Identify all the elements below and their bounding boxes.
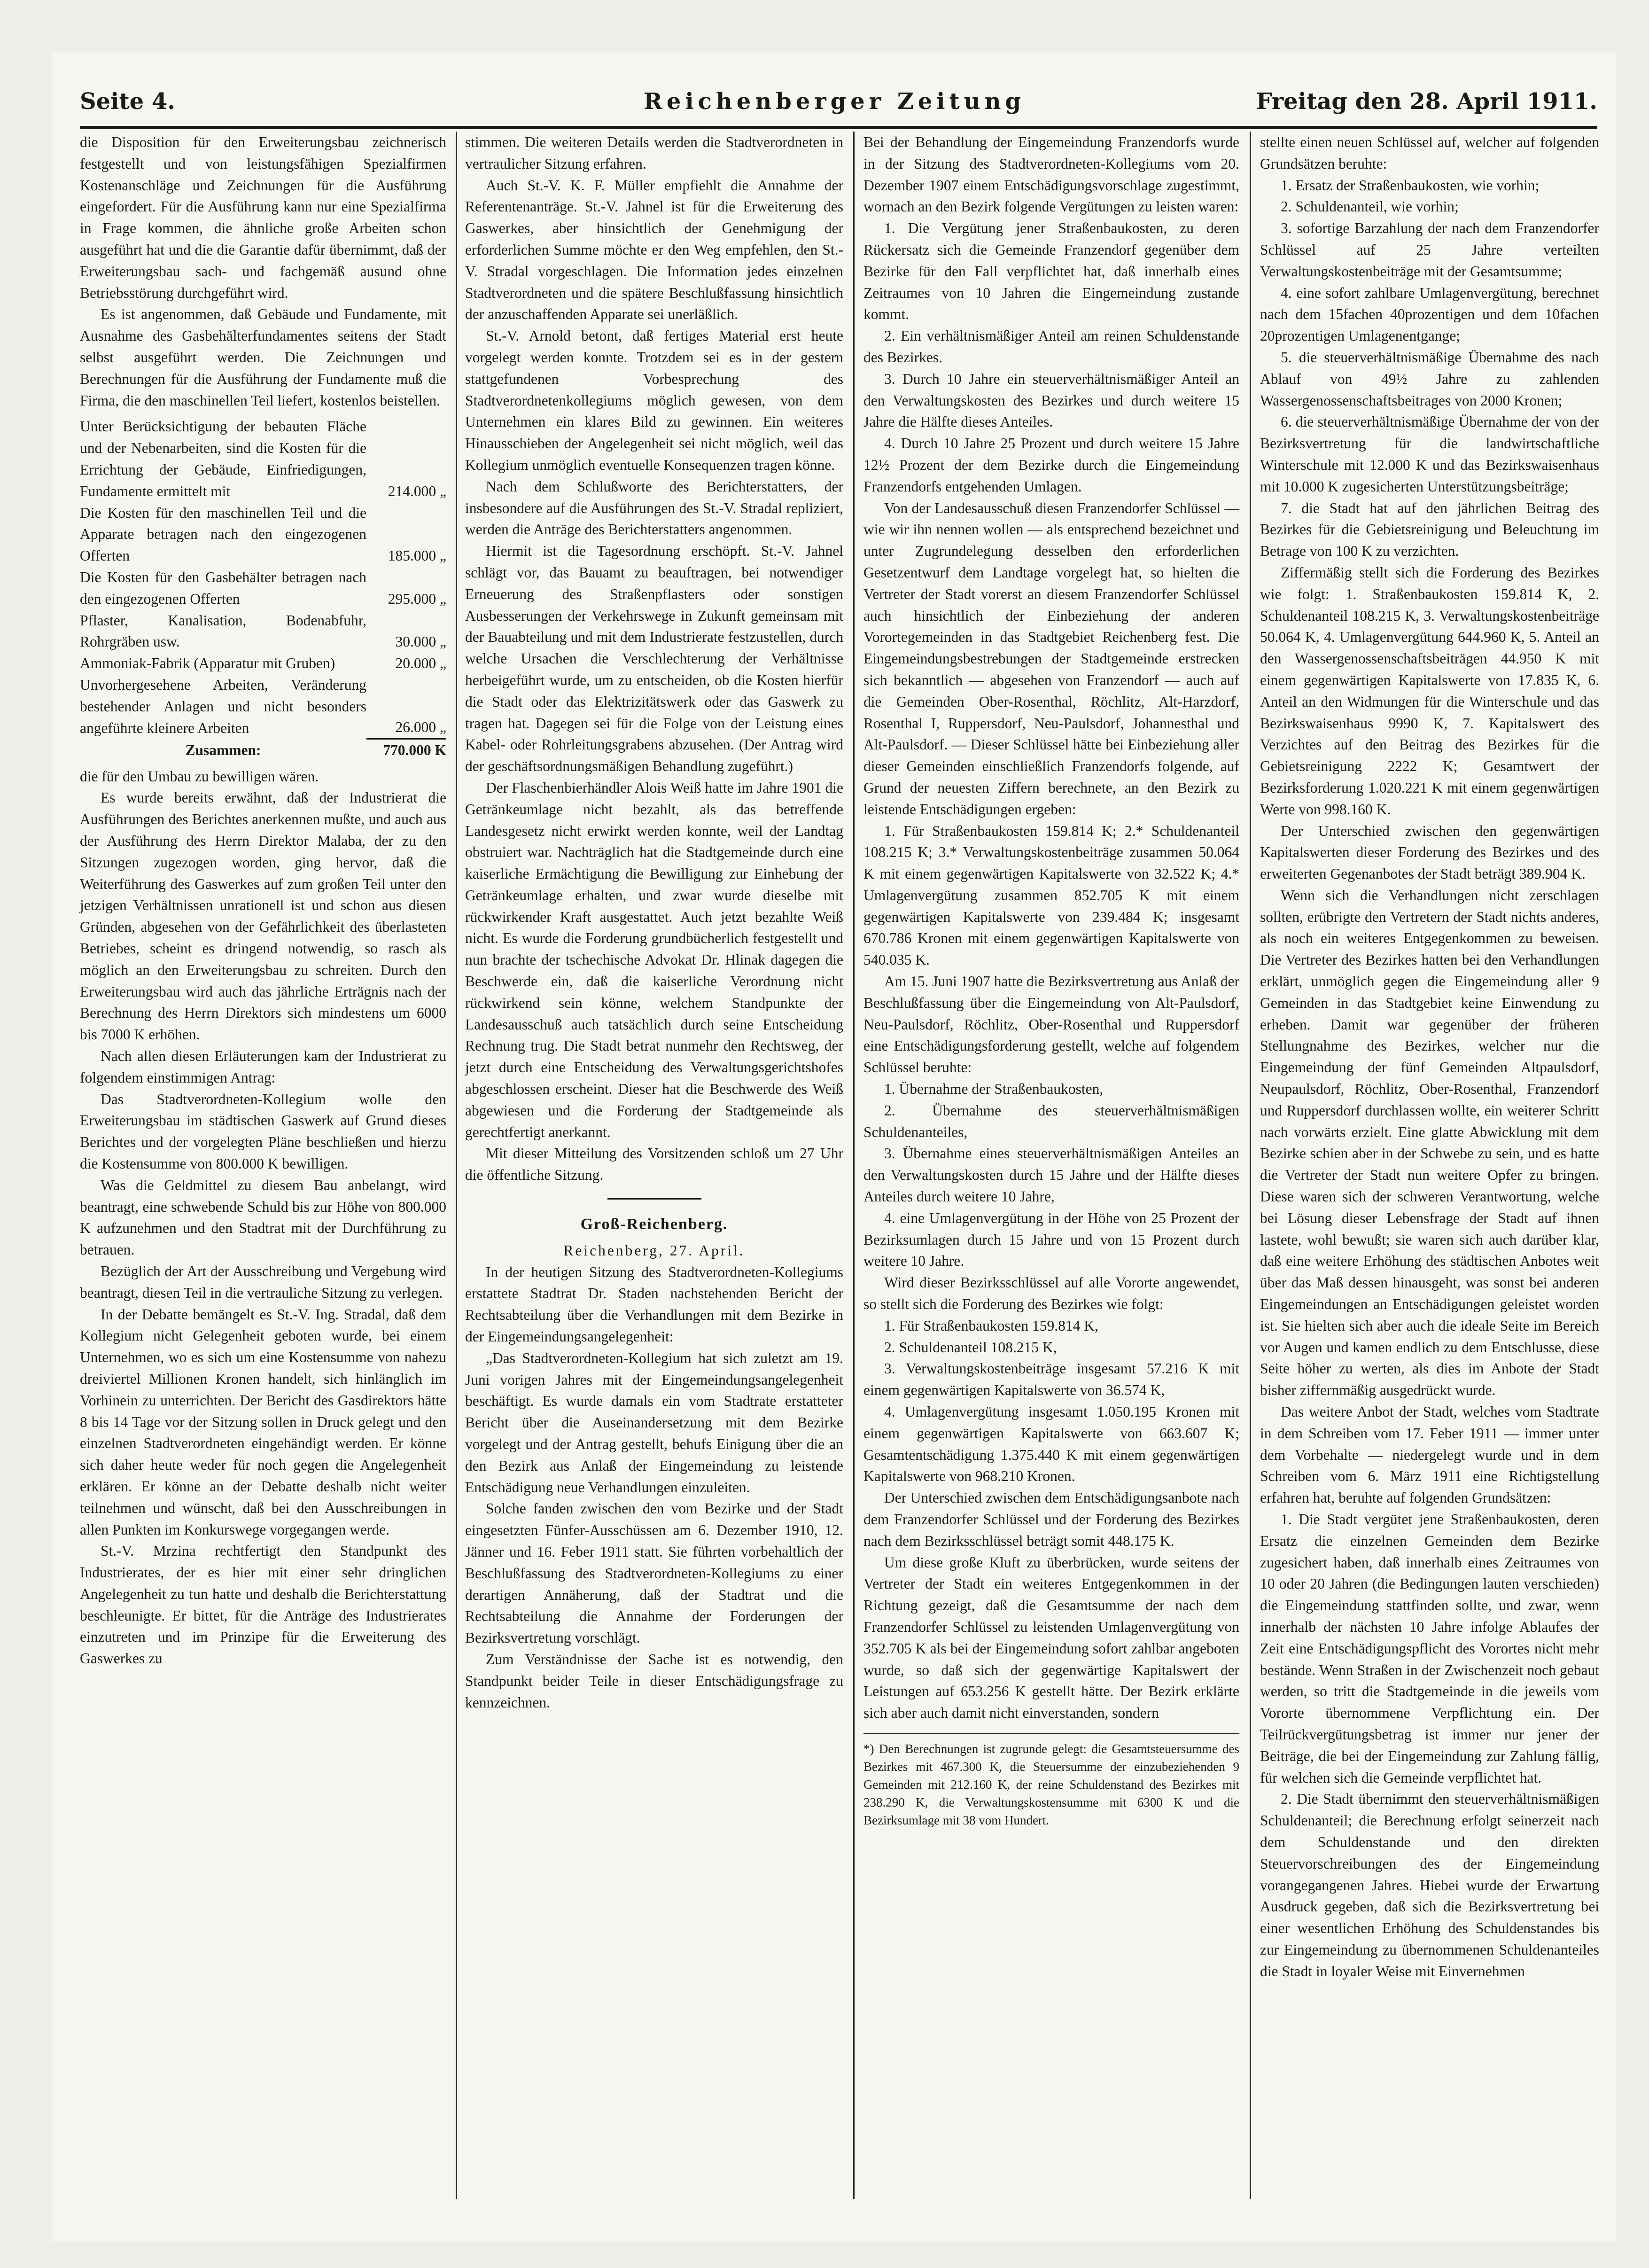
paragraph: 2. Schuldenanteil, wie vorhin; <box>1281 198 1459 215</box>
paragraph: stimmen. Die weiteren Details werden die Stadtverordneten in vertraulicher Sitzung erfahren. <box>465 134 843 172</box>
paragraph: In der Debatte bemängelt es St.-V. Ing. Stradal, daß dem Kollegium nicht Gelegenheit geboten wurde, bei einem Unternehmen, wo es sich um eine Kostensumme von nahezu dreiviertel Millionen Kronen handelt, sich hinlänglich im Vorhinein zu unterrichten. Der Bericht des Gasdirektors hätte 8 bis 14 Tage vor der Sitzung sollen in Druck gelegt und den einzelnen Stadtverordneten eingehändigt werden. Er könne sich daher heute weder für noch gegen die Angelegenheit erklären. Er könne an der Debatte deshalb nicht weiter teilnehmen und wünscht, daß bei den Ausschreibungen in allen Punkten im Konkurswege vorgegangen werde. <box>80 1306 446 1538</box>
cost-value: 214.000 „ <box>388 483 446 499</box>
cost-value: 20.000 „ <box>395 655 446 672</box>
cost-label: Unter Berücksichtigung der bebauten Fläche und der Nebenarbeiten, sind die Kosten für die Errichtung der Gebäude, Einfriedigungen, Fundamente ermittelt mit <box>80 418 366 499</box>
paragraph: Auch St.-V. K. F. Müller empfiehlt die Annahme der Referentenanträge. St.-V. Jahnel ist für die Erweiterung des Gaswerkes, aber hinsichtlich der Genehmigung der erforderlichen Summe möchte er den Weg empfehlen, den St.-V. Stradal vorgeschlagen. Die Information jedes einzelnen Stadtverordneten und die spätere Beschlußfassung hinsichtlich der anzuschaffenden Apparate sei unerläßlich. <box>465 177 843 323</box>
paragraph: Um diese große Kluft zu überbrücken, wurde seitens der Vertreter der Stadt ein weiteres Entgegenkommen in der Richtung gezeigt, daß die Gesamtsumme der nach dem Franzendorfer Schlüssel zu leistenden Umlagenvergütung von 352.705 K als bei der Eingemeindung sofort zahlbar angeboten wurde, so daß sich der gegenwärtige Kapitalswert der Leistungen auf 653.256 K gestellt hätte. Der Bezirk erklärte sich aber auch damit nicht einverstanden, sondern <box>863 1554 1239 1722</box>
paragraph: Hiermit ist die Tagesordnung erschöpft. St.-V. Jahnel schlägt vor, das Bauamt zu beauftragen, bei notwendiger Erneuerung des Straßenpflasters oder sonstigen Ausbesserungen der Verkehrswege in Zukunft gemeinsam mit der Bauabteilung und mit dem Industrierate festzustellen, durch welche Ursachen die Verschlechterung der Verhältnisse herbeigeführt wurde, um zu entscheiden, ob die Kosten hierfür die Stadt oder das Elektrizitätswerk oder das Gaswerk zu tragen hat. Dagegen sei für die Folge von der Leistung eines Kabel- oder Rohrleitungsgrabens abzusehen. (Der Antrag wird der geschäftsordnungsmäßigen Behandlung zugeführt.) <box>465 543 843 775</box>
paragraph: Wird dieser Bezirksschlüssel auf alle Vororte angewendet, so stellt sich die Forderung des Bezirkes wie folgt: <box>863 1274 1239 1313</box>
cost-value: 185.000 „ <box>388 547 446 564</box>
paragraph: 1. Für Straßenbaukosten 159.814 K; 2.* Schuldenanteil 108.215 K; 3.* Verwaltungskostenbeiträge zusammen 50.064 K mit einem gegenwärtigen Kapitalswerte von 32.522 K; 4.* Umlagenvergütung zusammen 852.705 K mit einem gegenwärtigen Kapitalswerte von 239.484 K; insgesamt 670.786 Kronen mit einem gegenwärtigen Kapitalswerte von 540.035 K. <box>863 822 1239 968</box>
issue-date: Freitag den 28. April 1911. <box>1256 88 1597 115</box>
paragraph: Am 15. Juni 1907 hatte die Bezirksvertretung aus Anlaß der Beschlußfassung über die Eingemeindung von Alt-Paulsdorf, Neu-Paulsdorf, Röchlitz, Ober-Rosenthal und Ruppersdorf eine Entschädigungsforderung gestellt, welche auf folgendem Schlüssel beruhte: <box>863 973 1239 1076</box>
paragraph: Was die Geldmittel zu diesem Bau anbelangt, wird beantragt, eine schwebende Schuld bis zur Höhe von 800.000 K aufzunehmen und den Stadtrat mit der Durchführung zu betrauen. <box>80 1177 446 1258</box>
paragraph: die Disposition für den Erweiterungsbau zeichnerisch festgestellt und von leistungsfähigen Spezialfirmen Kostenanschläge und Zeichnungen für die Ausführung eingefordert. Für die Ausführung kann nur eine Spezialfirma in Frage kommen, die ähnliche große Arbeiten schon ausgeführt hat und die die Garantie dafür übernimmt, daß der Erweiterungsbau sach- und fachgemäß ausund ohne Betriebsstörung durchgeführt wird. <box>80 134 446 301</box>
paragraph: Es wurde bereits erwähnt, daß der Industrierat die Ausführungen des Berichtes anerkennen mußte, und auch aus der Ausführung des Herrn Direktor Malaba, der zu den Sitzungen zugezogen worden, ging hervor, daß die Weiterführung des Gaswerkes auf zum großen Teil unter den jetzigen Verhältnissen unrationell ist und schon aus diesen Gründen, abgesehen von der Gefährlichkeit des überlasteten Betriebes, scheint es dringend notwendig, so rasch als möglich an den Erweiterungsbau zu schreiten. Durch den Erweiterungsbau wird auch das jährliche Erträgnis nach der Berechnung des Herrn Direktors sich mindestens um 6000 bis 7000 K erhöhen. <box>80 789 446 1043</box>
paragraph: Bei der Behandlung der Eingemeindung Franzendorfs wurde in der Sitzung des Stadtverordneten-Kollegiums vom 20. Dezember 1907 einem Entschädigungsvorschlage zugestimmt, wornach an den Bezirk folgende Vergütungen zu leisten waren: <box>863 134 1239 215</box>
paragraph: 1. Ersatz der Straßenbaukosten, wie vorhin; <box>1281 177 1540 194</box>
paragraph: 1. Die Stadt vergütet jene Straßenbaukosten, deren Ersatz die einzelnen Gemeinden dem Bezirke zugesichert haben, daß innerhalb eines Zeitraumes von 10 oder 20 Jahren (die Bedingungen lauten verschieden) die Eingemeindung stattfinden sollte, und zwar, wenn innerhalb der nächsten 10 Jahre infolge Ablaufes der Zeit eine Entschädigungspflicht des Vorortes nicht mehr bestände. Wenn Straßen in der Zwischenzeit noch gebaut werden, so tritt die Stadtgemeinde in die jeweils vom Vororte übernommene Verpflichtung ein. Der Teilrückvergütungsbetrag ist immer nur jener der Beiträge, die bei der Eingemeindung zur Zahlung fällig, für welchen sich die Gemeinde verpflichtet hat. <box>1260 1511 1599 1786</box>
cost-row <box>80 502 446 567</box>
paragraph: 4. eine Umlagenvergütung in der Höhe von 25 Prozent der Bezirksumlagen durch 15 Jahre und von 15 Prozent durch weitere 10 Jahre. <box>863 1209 1239 1270</box>
column-divider <box>456 132 457 2199</box>
paragraph: Der Unterschied zwischen dem Entschädigungsanbote nach dem Franzendorfer Schlüssel und der Forderung des Bezirkes nach dem Bezirksschlüssel beträgt somit 448.175 K. <box>863 1489 1239 1549</box>
paragraph: 1. Die Vergütung jener Straßenbaukosten, zu deren Rückersatz sich die Gemeinde Franzendorf gegenüber dem Bezirke für den Fall verpflichtet hat, daß innerhalb eines Zeitraumes von 10 Jahren die Eingemeindung zustande kommt. <box>863 220 1239 323</box>
paragraph: 2. Schuldenanteil 108.215 K, <box>884 1339 1057 1356</box>
paragraph: Der Flaschenbierhändler Alois Weiß hatte im Jahre 1901 die Getränkeumlage nicht bezahlt, als das betreffende Landesgesetz nicht erwirkt werden konnte, weil der Landtag obstruiert war. Nachträglich hat die Stadtgemeinde durch eine kaiserliche Ermächtigung die Bewilligung zur Einhebung der Getränkeumlage erhalten, und zwar wurde dieselbe mit rückwirkender Kraft ausgestattet. Auch jetzt bezahlte Weiß nicht. Es wurde die Forderung grundbücherlich festgestellt und nun brachte der tschechische Advokat Dr. Hlinak dagegen die Beschwerde ein, daß die kaiserliche Verordnung nicht rückwirkend sein könne, welchem Standpunkte der Landesausschuß auch tatsächlich durch seine Entscheidung Rechnung trug. Die Stadt betrat nunmehr den Rechtsweg, der jetzt durch eine Entscheidung des Verwaltungsgerichtshofes abgeschlossen erscheint. Dieser hat die Beschwerde des Weiß abgewiesen und die Forderung der Stadtgemeinde als gerechtfertigt anerkannt. <box>465 779 843 1140</box>
paragraph: Nach dem Schlußworte des Berichterstatters, der insbesondere auf die Ausführungen des St.-V. Stradal repliziert, werden die Anträge des Berichterstatters angenommen. <box>465 478 843 538</box>
section-heading: Groß-Reichenberg. <box>580 1216 728 1233</box>
cost-row <box>80 416 446 502</box>
total-label: Zusammen: <box>185 741 261 758</box>
paragraph: St.-V. Mrzina rechtfertigt den Standpunkt des Industrierates, der es hier mit einer sehr dringlichen Angelegenheit zu tun hatte und deshalb die Berichterstattung beschleunigte. Er bittet, für die Anträge des Industrierates einzutreten und im Prinzipe für die Erweiterung des Gaswerkes zu <box>80 1543 446 1667</box>
page-number: Seite 4. <box>80 88 175 115</box>
cost-row <box>80 674 446 739</box>
paragraph: Von der Landesausschuß diesen Franzendorfer Schlüssel — wie wir ihn nennen wollen — als entsprechend bezeichnet und unter Zugrundelegung desselben den erforderlichen Gesetzentwurf dem Landtage vorgelegt hat, so hielten die Vertreter der Stadt vorerst an diesem Franzendorfer Schlüssel auch hinsichtlich der Einbeziehung der anderen Vorortegemeinden in das Stadtgebiet Reichenberg fest. Die Eingemeindungsbestrebungen der Stadtgemeinde erstrecken sich bekanntlich — abgesehen von Franzendorf — auch auf die Gemeinden Ober-Rosenthal, Röchlitz, Alt-Harzdorf, Rosenthal I, Ruppersdorf, Neu-Paulsdorf, Johannesthal und Alt-Paulsdorf. — Dieser Schlüssel hätte bei Einbeziehung aller dieser Gemeinden einschließlich Franzendorfs folgende, auf Grund der neuesten Ziffern berechnete, an den Bezirk zu leistende Entschädigungen ergeben: <box>863 499 1239 818</box>
cost-value: 30.000 „ <box>395 633 446 650</box>
paragraph: 3. sofortige Barzahlung der nach dem Franzendorfer Schlüssel auf 25 Jahre verteilten Verwaltungskostenbeiträge mit der Gesamtsumme; <box>1260 220 1599 280</box>
cost-label: Die Kosten für den Gasbehälter betragen nach den eingezogenen Offerten <box>80 569 366 607</box>
column-4 <box>1260 132 1599 1982</box>
paragraph: stellte einen neuen Schlüssel auf, welcher auf folgenden Grundsätzen beruhte: <box>1260 134 1599 172</box>
paragraph: Es ist angenommen, daß Gebäude und Fundamente, mit Ausnahme des Gasbehälterfundamentes seitens der Stadt selbst ausgeführt werden. Die Zeichnungen und Berechnungen für die Ausführung der Fundamente muß die Firma, die den maschinellen Teil liefert, kostenlos beistellen. <box>80 306 446 409</box>
paragraph: Solche fanden zwischen den vom Bezirke und der Stadt eingesetzten Fünfer-Ausschüssen am 6. Dezember 1910, 12. Jänner und 16. Feber 1911 statt. Sie führten vorbehaltlich der Beschlußfassung des Stadtverordneten-Kollegiums zu einer derartigen Annäherung, daß der Stadtrat und die Rechtsabteilung die Annahme der Forderungen der Bezirksvertretung vorschlägt. <box>465 1500 843 1646</box>
total-value: 770.000 K <box>366 739 446 761</box>
cost-label: Die Kosten für den maschinellen Teil und die Apparate betragen nach den eingezogenen Offerten <box>80 504 366 564</box>
paragraph: „Das Stadtverordneten-Kollegium hat sich zuletzt am 19. Juni vorigen Jahres mit der Eingemeindungsangelegenheit beschäftigt. Es wurde damals ein vom Stadtrate erstatteter Bericht über die Auseinandersetzung mit dem Bezirke vorgelegt und der Antrag gestellt, behufs Einigung über die an den Bezirk aus Anlaß der Eingemeindung zu leistende Entschädigung neue Verhandlungen einzuleiten. <box>465 1349 843 1496</box>
newspaper-title: Reichenberger Zeitung <box>644 88 1026 115</box>
paragraph: 2. Die Stadt übernimmt den steuerverhältnismäßigen Schuldenanteil; die Berechnung erfolgt seinerzeit nach dem Schuldenstande und den direkten Steuervorschreibungen des der Eingemeindung vorangegangenen Jahres. Hiebei wurde der Erwartung Ausdruck gegeben, daß sich die Bezirksvertretung bei einer wesentlichen Erhöhung des Schuldenstandes bis zur Eingemeindung zu übernommenen Schuldenanteiles die Stadt in loyaler Weise mit Einvernehmen <box>1260 1791 1599 1980</box>
column-divider <box>1250 132 1251 2199</box>
cost-value: 295.000 „ <box>388 590 446 607</box>
cost-value: 26.000 „ <box>395 719 446 736</box>
column-3 <box>863 132 1239 1829</box>
paragraph: Der Unterschied zwischen den gegenwärtigen Kapitalswerten dieser Forderung des Bezirkes und des erweiterten Gegenanbotes der Stadt beträgt 389.904 K. <box>1260 822 1599 882</box>
dateline: Reichenberg, 27. April. <box>563 1242 745 1259</box>
cost-label: Unvorhergesehene Arbeiten, Veränderung bestehender Anlagen und nicht besonders angeführte kleinere Arbeiten <box>80 676 366 736</box>
paragraph: Bezüglich der Art der Ausschreibung und Vergebung wird beantragt, diesen Teil in die vertrauliche Sitzung zu verlegen. <box>80 1263 446 1301</box>
paragraph: 3. Übernahme eines steuerverhältnismäßigen Anteiles an den Verwaltungskosten durch 15 Jahre und der Hälfte dieses Anteiles durch weitere 10 Jahre, <box>863 1145 1239 1205</box>
paragraph: 4. eine sofort zahlbare Umlagenvergütung, berechnet nach dem 15fachen 40prozentigen und dem 10fachen 20prozentigen Umlagenentgange; <box>1260 284 1599 344</box>
column-divider <box>853 132 855 2199</box>
paragraph: die für den Umbau zu bewilligen wären. <box>80 768 319 785</box>
paragraph: 3. Verwaltungskostenbeiträge insgesamt 57.216 K mit einem gegenwärtigen Kapitalswerte von 36.574 K, <box>863 1360 1239 1399</box>
paragraph: Nach allen diesen Erläuterungen kam der Industrierat zu folgendem einstimmigen Antrag: <box>80 1047 446 1086</box>
cost-row <box>80 653 446 674</box>
column-2 <box>465 132 843 1713</box>
section-divider <box>607 1198 701 1200</box>
paragraph: 2. Ein verhältnismäßiger Anteil am reinen Schuldenstande des Bezirkes. <box>863 327 1239 366</box>
newspaper-page <box>52 52 1616 2241</box>
paragraph: 7. die Stadt hat auf den jährlichen Beitrag des Bezirkes für die Gebietsreinigung und Beleuchtung im Betrage von 100 K zu verzichten. <box>1260 499 1599 560</box>
paragraph: Ziffermäßig stellt sich die Forderung des Bezirkes wie folgt: 1. Straßenbaukosten 159.814 K, 2. Schuldenanteil 108.215 K, 3. Verwaltungskostenbeiträge 50.064 K, 4. Umlagenvergütung 644.960 K, 5. Anteil an den Wassergenossenschaftsbeiträgen 44.950 K mit einem gegenwärtigen Kapitalswerte von 17.835 K, 6. Anteil an den Widmungen für die Winterschule und das Bezirkswaisenhaus 9990 K, 7. Kapitalswert des Verzichtes auf den Beitrag des Bezirkes für die Gebietsreinigung 2222 K; Gesamtwert der Bezirksforderung 1.020.221 K mit einem gegenwärtigen Werte von 998.160 K. <box>1260 564 1599 818</box>
cost-row <box>80 567 446 610</box>
paragraph: 2. Übernahme des steuerverhältnismäßigen Schuldenanteiles, <box>863 1102 1239 1140</box>
column-1 <box>80 132 446 1669</box>
paragraph: 6. die steuerverhältnismäßige Übernahme der von der Bezirksvertretung für die landwirtschaftliche Winterschule mit 12.000 K und das Bezirkswaisenhaus mit 10.000 K zugesicherten Unterstützungsbeiträge; <box>1260 413 1599 495</box>
paragraph: Mit dieser Mitteilung des Vorsitzenden schloß um 27 Uhr die öffentliche Sitzung. <box>465 1145 843 1184</box>
paragraph: 1. Übernahme der Straßenbaukosten, <box>884 1081 1104 1098</box>
paragraph: Das weitere Anbot der Stadt, welches vom Stadtrate in dem Schreiben vom 17. Feber 1911 — immer unter dem Vorbehalte — niedergelegt wurde und in dem Schreiben vom 6. März 1911 eine Richtigstellung erfahren hat, beruhte auf folgenden Grundsätzen: <box>1260 1403 1599 1506</box>
masthead <box>80 88 1597 129</box>
paragraph: 3. Durch 10 Jahre ein steuerverhältnismäßiger Anteil an den Verwaltungskosten des Bezirkes und durch weitere 15 Jahre die Hälfte dieses Anteiles. <box>863 370 1239 430</box>
paragraph: St.-V. Arnold betont, daß fertiges Material erst heute vorgelegt werden konnte. Trotzdem sei es in der gestern stattgefundenen Vorbesprechung des Stadtverordnetenkollegiums möglich gewesen, von dem Unternehmen ein klares Bild zu gewinnen. Ein weiteres Hinausschieben der Angelegenheit sei nicht möglich, weil das Kollegium unmöglich eventuelle Konsequenzen tragen könne. <box>465 327 843 473</box>
paragraph: 5. die steuerverhältnismäßige Übernahme des nach Ablauf von 49½ Jahre zu zahlenden Wassergenossenschaftsbeitrages von 2000 Kronen; <box>1260 349 1599 409</box>
paragraph: In der heutigen Sitzung des Stadtverordneten-Kollegiums erstattete Stadtrat Dr. Staden nachstehenden Bericht der Rechtsabteilung über die Verhandlungen mit dem Bezirke in der Eingemeindungsangelegenheit: <box>465 1263 843 1345</box>
paragraph: 4. Umlagenvergütung insgesamt 1.050.195 Kronen mit einem gegenwärtigen Kapitalswerte von 663.607 K; Gesamtentschädigung 1.375.440 K mit einem gegenwärtigen Kapitalswerte von 968.210 Kronen. <box>863 1403 1239 1485</box>
footnote: *) Den Berechnungen ist zugrunde gelegt: die Gesamtsteuersumme des Bezirkes mit 467.300 K, die Steuersumme der einzubeziehenden 9 Gemeinden mit 212.160 K, der reine Schuldenstand des Bezirkes mit 238.290 K, die Verwaltungskostensumme mit 6300 K und die Bezirksumlage mit 38 vom Hundert. <box>863 1733 1239 1829</box>
paragraph: Zum Verständnisse der Sache ist es notwendig, den Standpunkt beider Teile in dieser Entschädigungsfrage zu kennzeichnen. <box>465 1651 843 1711</box>
paragraph: 4. Durch 10 Jahre 25 Prozent und durch weitere 15 Jahre 12½ Prozent der dem Bezirke durch die Eingemeindung Franzendorfs entgehenden Umlagen. <box>863 435 1239 495</box>
cost-table <box>80 416 446 761</box>
paragraph: 1. Für Straßenbaukosten 159.814 K, <box>884 1317 1098 1334</box>
cost-row <box>80 610 446 653</box>
paragraph: Das Stadtverordneten-Kollegium wolle den Erweiterungsbau im städtischen Gaswerk auf Grund dieses Berichtes und der vorgelegten Pläne beschließen und hierzu die Kostensumme von 800.000 K bewilligen. <box>80 1091 446 1172</box>
cost-label: Pflaster, Kanalisation, Bodenabfuhr, Rohrgräben usw. <box>80 612 366 650</box>
paragraph: Wenn sich die Verhandlungen nicht zerschlagen sollten, erübrigte den Vertretern der Stadt nichts anderes, als noch ein weiteres Entgegenkommen zu beweisen. Die Vertreter des Bezirkes hatten bei den Verhandlungen erklärt, unmöglich gegen die Eingemeindung aller 9 Gemeinden in das Stadtgebiet keine Einwendung zu erheben. Damit war gegenüber der früheren Stellungnahme des Bezirkes, welcher nur die Eingemeindung der fünf Gemeinden Altpaulsdorf, Neupaulsdorf, Röchlitz, Ober-Rosenthal, Franzendorf und Ruppersdorf durchlassen wollte, ein weiterer Schritt nach vorwärts erzielt. Eine glatte Abwicklung mit dem Bezirke schien aber in der Schwebe zu sein, und es hatte die Vertreter der Stadt nun weitere Opfer zu bringen. Diese waren sich der schweren Verantwortung, welche bei Lösung dieser Lebensfrage der Stadt auf ihnen lastete, wohl bewußt; sie waren sich auch darüber klar, daß eine weitere Erhöhung des städtischen Anbotes weit über das Maß dessen hinausgeht, was sonst bei anderen Eingemeindungen an Entschädigungen geleistet worden ist. Sie hielten sich aber auch die ideale Seite im Bereich vor Augen und kamen endlich zu dem Entschlusse, diese Seite höher zu werten, als dies im Anbote der Stadt bisher ziffernmäßig ausgedrückt wurde. <box>1260 887 1599 1399</box>
cost-label: Ammoniak-Fabrik (Apparatur mit Gruben) <box>80 655 335 672</box>
total-row <box>80 739 446 761</box>
